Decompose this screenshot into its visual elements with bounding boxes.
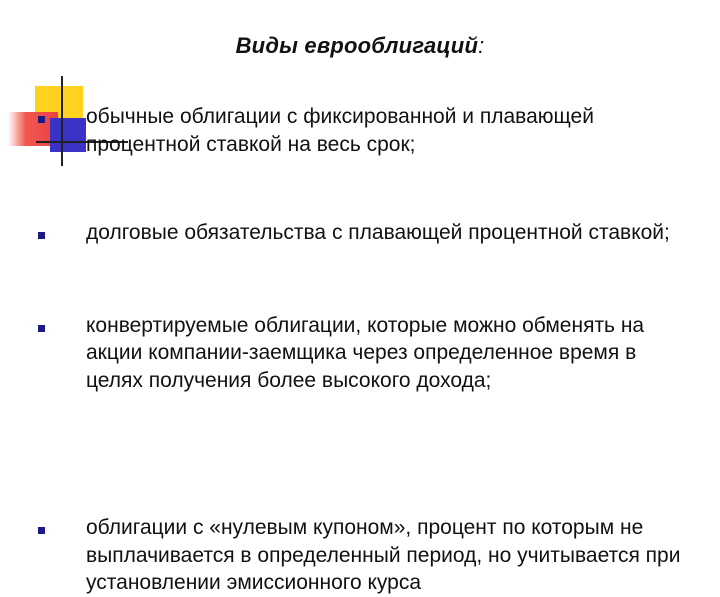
slide-title-colon: : [478, 33, 485, 58]
list-item [0, 219, 720, 247]
list-item-text: конвертируемые облигации, которые можно обменять на акции компании-заемщика через определенное время в целях получения более высокого дохода; [86, 313, 645, 392]
slide-title [0, 33, 720, 59]
square-bullet-icon [38, 116, 45, 123]
slide-title-text: Виды еврооблигаций [235, 33, 479, 58]
square-bullet-icon [38, 325, 45, 332]
list-item-text: обычные облигации с фиксированной и плавающей процентной ставкой на весь срок; [86, 105, 594, 156]
list-item-text: долговые обязательства с плавающей процентной ставкой; [86, 221, 670, 244]
list-item-text: облигации с «нулевым купоном», процент по которым не выплачивается в определенный период, но учитывается при установлении эмиссионного курса [86, 516, 681, 594]
list-item [0, 312, 720, 395]
square-bullet-icon [38, 232, 45, 239]
list-item [0, 514, 720, 597]
square-bullet-icon [38, 527, 45, 534]
list-item [0, 103, 720, 158]
bullet-list [0, 100, 720, 594]
